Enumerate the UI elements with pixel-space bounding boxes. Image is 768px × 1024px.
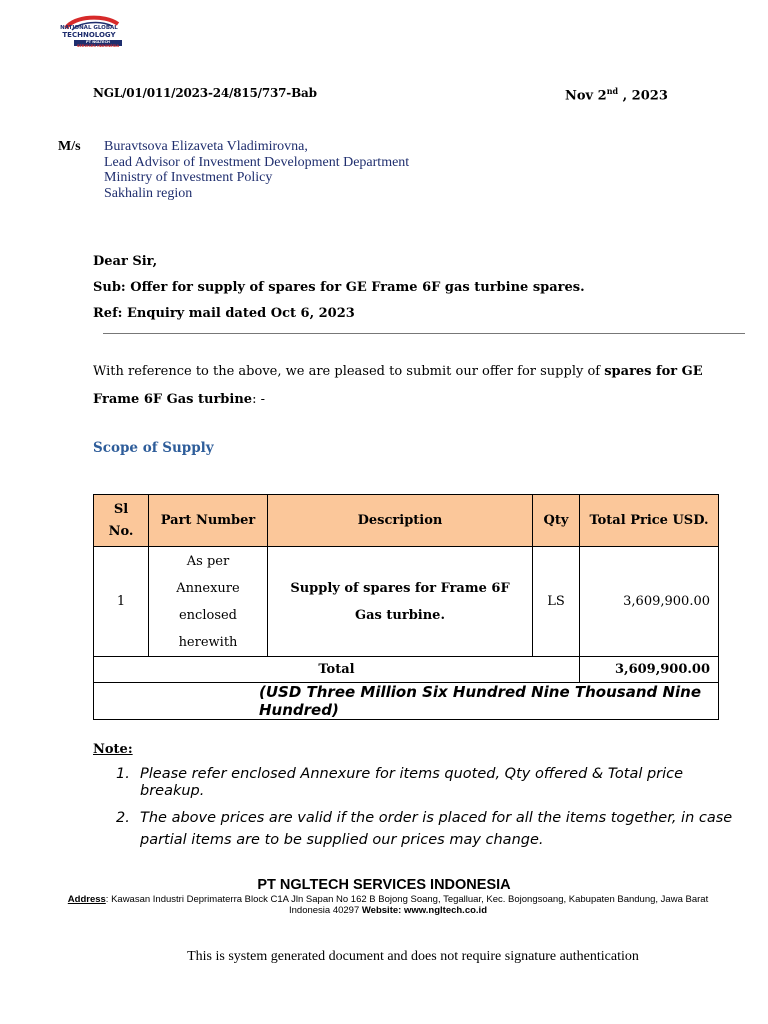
cell-description [268,547,533,657]
note-number: 1. [116,766,130,782]
note-number: 2. [116,810,130,826]
cell-total: 3,609,900.00 [580,547,719,657]
ref-line: Ref: Enquiry mail dated Oct 6, 2023 [93,306,355,321]
total-row [94,657,719,683]
intro-bold: Frame 6F Gas turbine [93,392,253,407]
address-label: Address [67,894,106,905]
col-header-sl: Sl No. [108,501,134,539]
recipient-line: Sakhalin region [104,185,193,201]
company-name: PT NGLTECH SERVICES INDONESIA [257,877,511,893]
date-main: Nov 2 [565,88,607,104]
date-year: , 2023 [618,88,668,104]
col-header [94,495,149,547]
salutation: Dear Sir, [93,254,158,269]
intro-bold: spares for GE [604,364,703,379]
date-suffix: nd [606,86,619,96]
amount-in-words: (USD Three Million Six Hundred Nine Thousand Nine Hundred) [94,683,719,720]
company-address [58,894,718,916]
note-item [116,807,746,851]
website-link[interactable]: www.ngltech.co.id [403,905,487,916]
system-generated-footer: This is system generated document and does not require signature authentication [187,949,639,964]
intro-text-end: : - [252,392,265,407]
note-text: Please refer enclosed Annexure for items quoted, Qty offered & Total price breakup. [140,766,684,799]
col-header: Part Number [149,495,268,547]
cell-sl: 1 [94,547,149,657]
notes-list [116,766,746,858]
logo-line3: PT NGLTECH [74,40,122,46]
intro-text: With reference to the above, we are pleased to submit our offer for supply of [93,364,605,379]
intro-paragraph [93,358,713,414]
subject-line: Sub: Offer for supply of spares for GE Frame 6F gas turbine spares. [93,280,585,295]
supply-table [93,494,719,720]
scope-title: Scope of Supply [93,440,214,456]
recipient-address [104,139,409,201]
company-logo [56,14,122,50]
recipient-prefix: M/s [58,139,81,154]
recipient-line: Lead Advisor of Investment Development Department [104,154,410,170]
website-label: Website: [361,905,404,916]
table-header-row [94,495,719,547]
amount-in-words-row [94,683,719,720]
logo-line1: NATIONAL GLOBAL [60,25,118,31]
total-label: Total [94,657,580,683]
table-row [94,547,719,657]
letter-date [565,86,668,103]
note-text: The above prices are valid if the order is placed for all the items together, in case partial items are to be supplied our prices may change. [140,810,733,848]
description-text: Supply of spares for Frame 6F Gas turbine. [290,580,510,623]
note-title: Note: [93,742,133,757]
note-item [116,766,746,800]
recipient-line: Buravtsova Elizaveta Vladimirovna, [104,139,308,154]
recipient-line: Ministry of Investment Policy [104,170,273,185]
col-header: Qty [533,495,580,547]
cell-qty: LS [533,547,580,657]
logo-line2: TECHNOLOGY [62,31,116,39]
part-number-text: As per Annexure enclosed herewith [176,553,240,650]
cell-part-number [149,547,268,657]
logo-line4: SERVICES INDONESIA [76,44,120,48]
col-header: Description [268,495,533,547]
total-value: 3,609,900.00 [580,657,719,683]
reference-number: NGL/01/011/2023-24/815/737-Bab [93,86,317,100]
col-header: Total Price USD. [580,495,719,547]
divider [103,333,745,334]
address-text: : Kawasan Industri Deprimaterra Block C1A Jln Sapan No 162 B Bojong Soang, Tegalluar, Kec. Bojongsoang, Kabupaten Bandung, Jawa Barat Indonesia 40297 [105,894,709,916]
